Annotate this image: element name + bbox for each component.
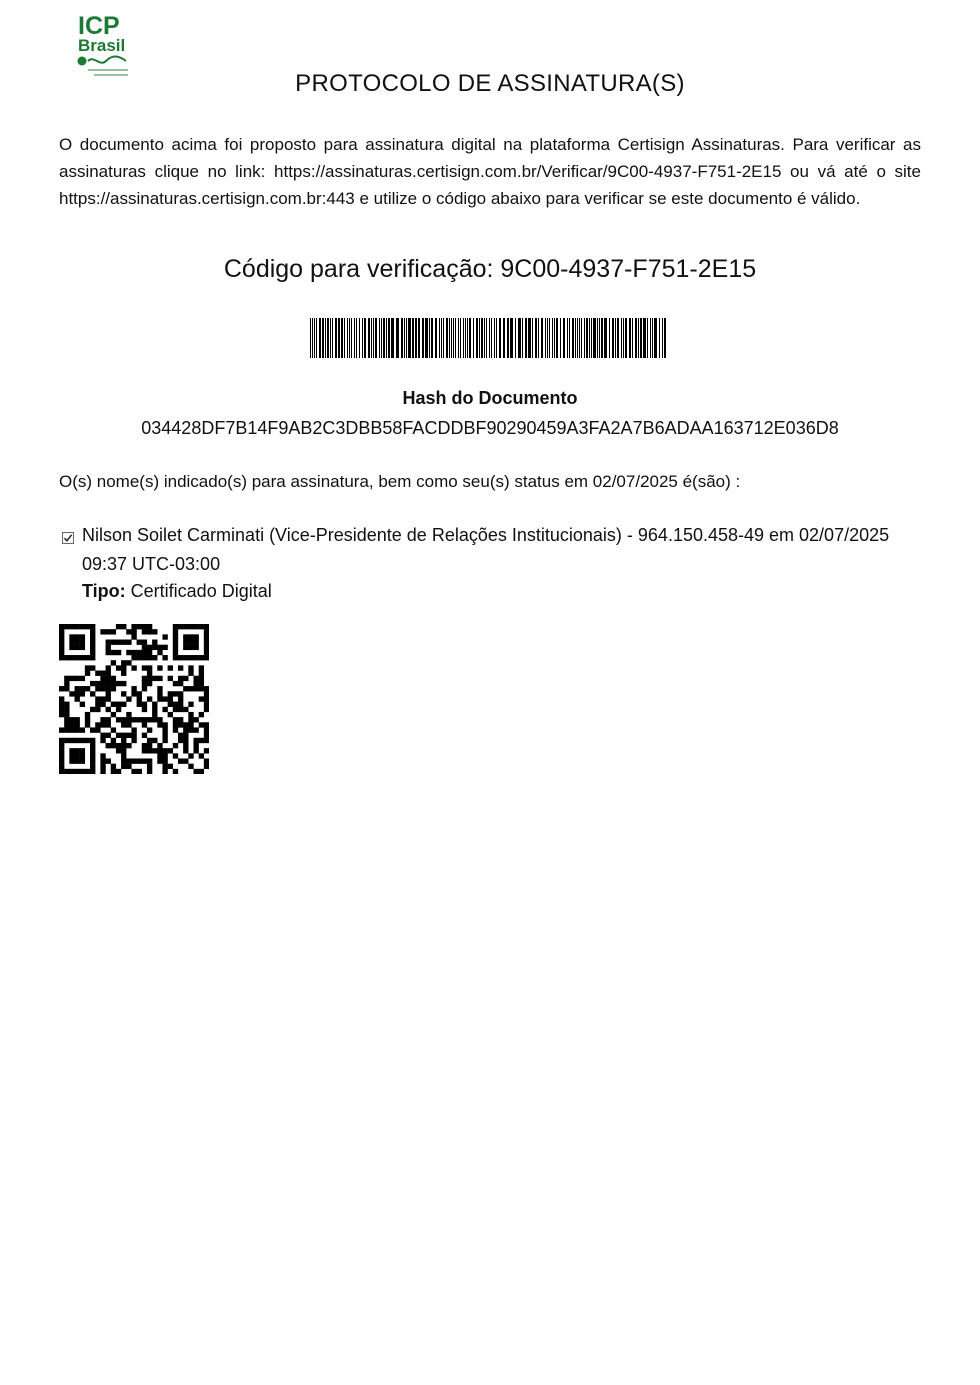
signer-entry: Nilson Soilet Carminati (Vice-Presidente de Relações Institucionais) - 964.150.458-49 em 02/07/2025 09:37 UTC-03:00: [82, 525, 890, 574]
svg-text:Brasil: Brasil: [78, 36, 126, 55]
signer-type-label: Tipo:: [82, 581, 126, 601]
page-title: PROTOCOLO DE ASSINATURA(S): [295, 70, 685, 97]
intro-paragraph: O documento acima foi proposto para assinatura digital na plataforma Certisign Assinaturas. Para verificar as assinaturas clique no link: https://assinaturas.certisign.com.br/Verificar/9C00-4937-F751-2E15 ou vá até o site https://assinaturas.certisign.com.br:443 e utilize o código abaixo para verificar se este documento é válido.: [59, 135, 921, 208]
barcode: [310, 318, 670, 358]
signer-type: [82, 581, 272, 602]
svg-text:ICP: ICP: [78, 12, 120, 40]
checkbox-checked-icon: [62, 532, 74, 544]
verification-code: Código para verificação: 9C00-4937-F751-2E15: [223, 255, 757, 283]
hash-value: 034428DF7B14F9AB2C3DBB58FACDDBF90290459A3FA2A7B6ADAA163712E036D8: [141, 418, 839, 438]
status-statement: O(s) nome(s) indicado(s) para assinatura, bem como seu(s) status em 02/07/2025 é(são) :: [59, 472, 741, 491]
hash-title: Hash do Documento: [402, 388, 578, 408]
qr-code: [59, 624, 209, 774]
signer-type-value: Certificado Digital: [130, 581, 272, 601]
